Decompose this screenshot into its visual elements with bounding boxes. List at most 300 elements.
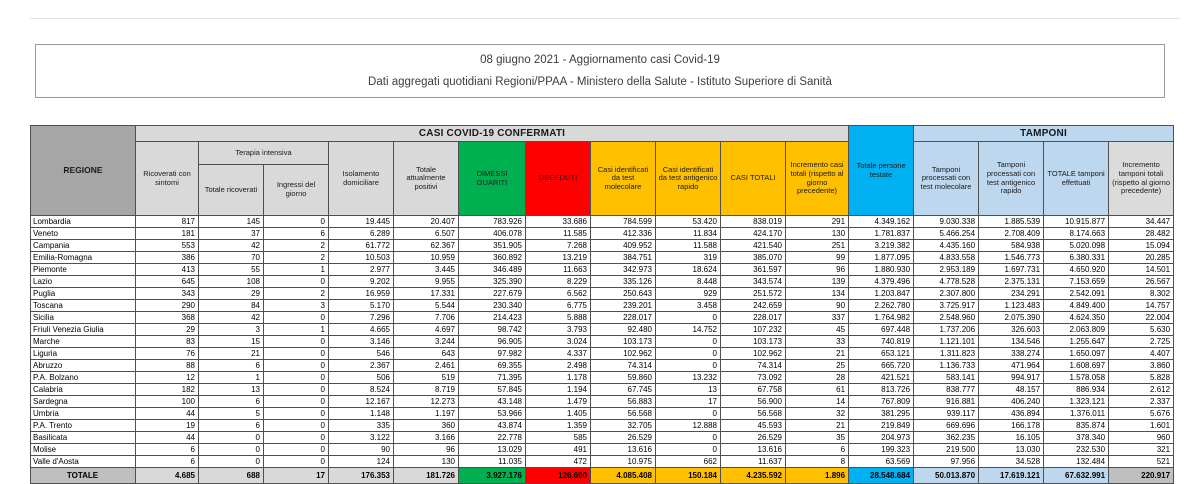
cell-incremento-casi: 134 xyxy=(786,288,849,300)
cell-isolamento-domiciliare: 7.296 xyxy=(329,312,394,324)
cell-deceduti: 3.024 xyxy=(526,336,591,348)
region-name-cell: Lazio xyxy=(31,276,136,288)
cell-ricoverati-sintomi: 386 xyxy=(136,252,199,264)
cell-tamponi-totale: 132.484 xyxy=(1044,456,1109,468)
region-name-cell: Liguria xyxy=(31,348,136,360)
cell-terapia-intensiva-ingressi: 1 xyxy=(264,264,329,276)
cell-deceduti: 1.359 xyxy=(526,420,591,432)
cell-tamponi-totale: 6.380.331 xyxy=(1044,252,1109,264)
cell-tamponi-totale: 1.323.121 xyxy=(1044,396,1109,408)
cell-deceduti: 11.585 xyxy=(526,228,591,240)
cell-casi-totali: 13.616 xyxy=(721,444,786,456)
cell-dimessi-guariti: 43.148 xyxy=(459,396,526,408)
table-row xyxy=(31,288,1174,300)
cell-deceduti: 585 xyxy=(526,432,591,444)
cell-terapia-intensiva-totale: 3 xyxy=(199,324,264,336)
cell-deceduti: 1.178 xyxy=(526,372,591,384)
table-row xyxy=(31,444,1174,456)
cell-terapia-intensiva-totale: 0 xyxy=(199,444,264,456)
cell-tamponi-antigenico: 48.157 xyxy=(979,384,1044,396)
cell-isolamento-domiciliare: 9.202 xyxy=(329,276,394,288)
cell-terapia-intensiva-totale: 37 xyxy=(199,228,264,240)
cell-deceduti: 1.479 xyxy=(526,396,591,408)
cell-ricoverati-sintomi: 817 xyxy=(136,216,199,228)
cell-persone-testate: 767.809 xyxy=(849,396,914,408)
cell-ricoverati-sintomi: 29 xyxy=(136,324,199,336)
cell-isolamento-domiciliare: 335 xyxy=(329,420,394,432)
cell-incremento-casi: 45 xyxy=(786,324,849,336)
cell-incremento-tamponi: 3.860 xyxy=(1109,360,1174,372)
total-cell-tamponi-molecolare: 50.013.870 xyxy=(914,468,979,484)
cell-tamponi-antigenico: 13.030 xyxy=(979,444,1044,456)
cell-casi-totali: 103.173 xyxy=(721,336,786,348)
column-header-tamponi-molecolare: Tamponi processati con test molecolare xyxy=(914,142,979,216)
cell-casi-test-molecolare: 102.962 xyxy=(591,348,656,360)
cell-casi-test-antigenico: 0 xyxy=(656,432,721,444)
cell-tamponi-molecolare: 669.696 xyxy=(914,420,979,432)
cell-tamponi-molecolare: 97.956 xyxy=(914,456,979,468)
cell-terapia-intensiva-totale: 15 xyxy=(199,336,264,348)
table-body xyxy=(31,216,1174,484)
cell-terapia-intensiva-ingressi: 0 xyxy=(264,432,329,444)
cell-tamponi-antigenico: 406.240 xyxy=(979,396,1044,408)
cell-ricoverati-sintomi: 76 xyxy=(136,348,199,360)
region-name-cell: Molise xyxy=(31,444,136,456)
cell-tamponi-antigenico: 166.178 xyxy=(979,420,1044,432)
cell-dimessi-guariti: 360.892 xyxy=(459,252,526,264)
cell-casi-test-molecolare: 228.017 xyxy=(591,312,656,324)
cell-casi-totali: 73.092 xyxy=(721,372,786,384)
cell-persone-testate: 199.323 xyxy=(849,444,914,456)
table-row xyxy=(31,348,1174,360)
cell-persone-testate: 4.349.162 xyxy=(849,216,914,228)
cell-incremento-casi: 90 xyxy=(786,300,849,312)
cell-dimessi-guariti: 11.035 xyxy=(459,456,526,468)
cell-attualmente-positivi: 7.706 xyxy=(394,312,459,324)
cell-tamponi-totale: 1.650.097 xyxy=(1044,348,1109,360)
cell-casi-totali: 56.568 xyxy=(721,408,786,420)
cell-attualmente-positivi: 3.244 xyxy=(394,336,459,348)
cell-persone-testate: 3.219.382 xyxy=(849,240,914,252)
cell-incremento-casi: 32 xyxy=(786,408,849,420)
cell-persone-testate: 813.726 xyxy=(849,384,914,396)
cell-casi-test-antigenico: 11.588 xyxy=(656,240,721,252)
cell-persone-testate: 2.262.780 xyxy=(849,300,914,312)
region-name-cell: P.A. Trento xyxy=(31,420,136,432)
table-row xyxy=(31,456,1174,468)
report-subtitle: Dati aggregati quotidiani Regioni/PPAA - Ministero della Salute - Istituto Superiore di Sanità xyxy=(368,75,832,88)
cell-incremento-tamponi: 4.407 xyxy=(1109,348,1174,360)
cell-tamponi-antigenico: 471.964 xyxy=(979,360,1044,372)
cell-casi-totali: 67.758 xyxy=(721,384,786,396)
cell-terapia-intensiva-ingressi: 0 xyxy=(264,456,329,468)
column-header-deceduti: DECEDUTI xyxy=(526,142,591,216)
cell-deceduti: 33.686 xyxy=(526,216,591,228)
cell-tamponi-molecolare: 2.953.189 xyxy=(914,264,979,276)
cell-ricoverati-sintomi: 181 xyxy=(136,228,199,240)
cell-dimessi-guariti: 97.982 xyxy=(459,348,526,360)
cell-terapia-intensiva-totale: 42 xyxy=(199,312,264,324)
group-header-casi-confermati: CASI COVID-19 CONFERMATI xyxy=(136,126,849,142)
cell-isolamento-domiciliare: 3.146 xyxy=(329,336,394,348)
table-row xyxy=(31,408,1174,420)
cell-dimessi-guariti: 57.845 xyxy=(459,384,526,396)
cell-casi-totali: 838.019 xyxy=(721,216,786,228)
cell-casi-totali: 361.597 xyxy=(721,264,786,276)
cell-casi-test-antigenico: 13 xyxy=(656,384,721,396)
cell-attualmente-positivi: 12.273 xyxy=(394,396,459,408)
cell-isolamento-domiciliare: 2.977 xyxy=(329,264,394,276)
cell-casi-test-antigenico: 0 xyxy=(656,444,721,456)
region-name-cell: Abruzzo xyxy=(31,360,136,372)
cell-casi-test-molecolare: 67.745 xyxy=(591,384,656,396)
cell-terapia-intensiva-totale: 5 xyxy=(199,408,264,420)
region-name-cell: Toscana xyxy=(31,300,136,312)
cell-persone-testate: 665.720 xyxy=(849,360,914,372)
cell-dimessi-guariti: 351.905 xyxy=(459,240,526,252)
cell-terapia-intensiva-totale: 21 xyxy=(199,348,264,360)
cell-tamponi-molecolare: 939.117 xyxy=(914,408,979,420)
cell-terapia-intensiva-ingressi: 1 xyxy=(264,324,329,336)
column-header-incremento-casi: Incremento casi totali (rispetto al giorno precedente) xyxy=(786,142,849,216)
cell-dimessi-guariti: 406.078 xyxy=(459,228,526,240)
cell-incremento-tamponi: 14.757 xyxy=(1109,300,1174,312)
cell-casi-test-molecolare: 409.952 xyxy=(591,240,656,252)
cell-isolamento-domiciliare: 6.289 xyxy=(329,228,394,240)
report-header-box xyxy=(35,44,1165,98)
cell-tamponi-totale: 232.530 xyxy=(1044,444,1109,456)
region-name-cell: Calabria xyxy=(31,384,136,396)
cell-casi-test-molecolare: 342.973 xyxy=(591,264,656,276)
total-cell-casi-test-antigenico: 150.184 xyxy=(656,468,721,484)
cell-casi-test-molecolare: 56.568 xyxy=(591,408,656,420)
cell-tamponi-molecolare: 219.500 xyxy=(914,444,979,456)
cell-isolamento-domiciliare: 4.665 xyxy=(329,324,394,336)
cell-terapia-intensiva-totale: 6 xyxy=(199,396,264,408)
cell-incremento-casi: 337 xyxy=(786,312,849,324)
cell-tamponi-molecolare: 2.548.960 xyxy=(914,312,979,324)
cell-dimessi-guariti: 230.340 xyxy=(459,300,526,312)
cell-tamponi-antigenico: 234.291 xyxy=(979,288,1044,300)
cell-casi-test-molecolare: 32.705 xyxy=(591,420,656,432)
cell-terapia-intensiva-totale: 55 xyxy=(199,264,264,276)
cell-tamponi-molecolare: 4.435.160 xyxy=(914,240,979,252)
table-row xyxy=(31,300,1174,312)
cell-incremento-casi: 96 xyxy=(786,264,849,276)
cell-attualmente-positivi: 2.461 xyxy=(394,360,459,372)
cell-incremento-casi: 61 xyxy=(786,384,849,396)
cell-ricoverati-sintomi: 553 xyxy=(136,240,199,252)
cell-attualmente-positivi: 6.507 xyxy=(394,228,459,240)
cell-terapia-intensiva-totale: 6 xyxy=(199,360,264,372)
cell-isolamento-domiciliare: 2.367 xyxy=(329,360,394,372)
cell-dimessi-guariti: 13.029 xyxy=(459,444,526,456)
cell-incremento-tamponi: 5.828 xyxy=(1109,372,1174,384)
cell-tamponi-totale: 1.255.647 xyxy=(1044,336,1109,348)
cell-incremento-casi: 6 xyxy=(786,444,849,456)
total-cell-casi-test-molecolare: 4.085.408 xyxy=(591,468,656,484)
cell-terapia-intensiva-totale: 0 xyxy=(199,432,264,444)
cell-tamponi-antigenico: 2.075.390 xyxy=(979,312,1044,324)
cell-incremento-tamponi: 15.094 xyxy=(1109,240,1174,252)
cell-tamponi-totale: 2.063.809 xyxy=(1044,324,1109,336)
column-header-tamponi-totale: TOTALE tamponi effettuati xyxy=(1044,142,1109,216)
cell-persone-testate: 219.849 xyxy=(849,420,914,432)
cell-casi-test-antigenico: 0 xyxy=(656,312,721,324)
total-cell-casi-totali: 4.235.592 xyxy=(721,468,786,484)
cell-terapia-intensiva-totale: 0 xyxy=(199,456,264,468)
cell-tamponi-molecolare: 1.121.101 xyxy=(914,336,979,348)
cell-casi-test-antigenico: 11.834 xyxy=(656,228,721,240)
cell-incremento-tamponi: 521 xyxy=(1109,456,1174,468)
region-name-cell: Friuli Venezia Giulia xyxy=(31,324,136,336)
cell-casi-test-molecolare: 412.336 xyxy=(591,228,656,240)
cell-deceduti: 1.194 xyxy=(526,384,591,396)
cell-terapia-intensiva-ingressi: 0 xyxy=(264,384,329,396)
table-row xyxy=(31,396,1174,408)
cell-terapia-intensiva-ingressi: 0 xyxy=(264,408,329,420)
cell-deceduti: 5.888 xyxy=(526,312,591,324)
table-row xyxy=(31,360,1174,372)
cell-incremento-tamponi: 22.004 xyxy=(1109,312,1174,324)
cell-casi-totali: 228.017 xyxy=(721,312,786,324)
cell-incremento-casi: 130 xyxy=(786,228,849,240)
cell-attualmente-positivi: 3.445 xyxy=(394,264,459,276)
cell-attualmente-positivi: 10.959 xyxy=(394,252,459,264)
cell-attualmente-positivi: 96 xyxy=(394,444,459,456)
total-cell-attualmente-positivi: 181.726 xyxy=(394,468,459,484)
cell-persone-testate: 653.121 xyxy=(849,348,914,360)
column-header-casi-test-antigenico: Casi identificati da test antigenico rapido xyxy=(656,142,721,216)
cell-terapia-intensiva-ingressi: 0 xyxy=(264,276,329,288)
cell-tamponi-antigenico: 1.885.539 xyxy=(979,216,1044,228)
cell-incremento-tamponi: 34.447 xyxy=(1109,216,1174,228)
table-row xyxy=(31,372,1174,384)
cell-incremento-casi: 28 xyxy=(786,372,849,384)
cell-persone-testate: 1.781.837 xyxy=(849,228,914,240)
cell-tamponi-antigenico: 1.546.773 xyxy=(979,252,1044,264)
cell-casi-test-molecolare: 74.314 xyxy=(591,360,656,372)
cell-attualmente-positivi: 130 xyxy=(394,456,459,468)
cell-casi-test-molecolare: 103.173 xyxy=(591,336,656,348)
cell-attualmente-positivi: 62.367 xyxy=(394,240,459,252)
cell-attualmente-positivi: 1.197 xyxy=(394,408,459,420)
cell-tamponi-molecolare: 4.833.558 xyxy=(914,252,979,264)
cell-incremento-tamponi: 1.601 xyxy=(1109,420,1174,432)
cell-deceduti: 6.562 xyxy=(526,288,591,300)
cell-dimessi-guariti: 22.778 xyxy=(459,432,526,444)
total-row-label: TOTALE xyxy=(31,468,136,484)
cell-deceduti: 3.793 xyxy=(526,324,591,336)
total-cell-deceduti: 126.690 xyxy=(526,468,591,484)
cell-incremento-tamponi: 5.630 xyxy=(1109,324,1174,336)
report-date-title: 08 giugno 2021 - Aggiornamento casi Covid-19 xyxy=(480,54,720,67)
cell-ricoverati-sintomi: 413 xyxy=(136,264,199,276)
cell-casi-totali: 56.900 xyxy=(721,396,786,408)
cell-dimessi-guariti: 325.390 xyxy=(459,276,526,288)
table-row xyxy=(31,420,1174,432)
cell-deceduti: 6.775 xyxy=(526,300,591,312)
cell-casi-test-antigenico: 0 xyxy=(656,336,721,348)
cell-incremento-casi: 99 xyxy=(786,252,849,264)
cell-incremento-casi: 139 xyxy=(786,276,849,288)
cell-ricoverati-sintomi: 88 xyxy=(136,360,199,372)
total-cell-tamponi-antigenico: 17.619.121 xyxy=(979,468,1044,484)
cell-deceduti: 1.405 xyxy=(526,408,591,420)
table-row xyxy=(31,336,1174,348)
cell-casi-test-molecolare: 335.126 xyxy=(591,276,656,288)
cell-dimessi-guariti: 69.355 xyxy=(459,360,526,372)
column-header-incremento-tamponi: Incremento tamponi totali (rispetto al giorno precedente) xyxy=(1109,142,1174,216)
region-name-cell: Basilicata xyxy=(31,432,136,444)
cell-persone-testate: 1.880.930 xyxy=(849,264,914,276)
cell-tamponi-totale: 4.650.920 xyxy=(1044,264,1109,276)
column-header-casi-totali: CASI TOTALI xyxy=(721,142,786,216)
cell-isolamento-domiciliare: 124 xyxy=(329,456,394,468)
cell-incremento-casi: 33 xyxy=(786,336,849,348)
region-name-cell: Umbria xyxy=(31,408,136,420)
cell-attualmente-positivi: 8.719 xyxy=(394,384,459,396)
total-cell-incremento-tamponi: 220.917 xyxy=(1109,468,1174,484)
cell-tamponi-antigenico: 1.123.483 xyxy=(979,300,1044,312)
cell-isolamento-domiciliare: 1.148 xyxy=(329,408,394,420)
cell-casi-totali: 343.574 xyxy=(721,276,786,288)
cell-isolamento-domiciliare: 19.445 xyxy=(329,216,394,228)
cell-tamponi-antigenico: 338.274 xyxy=(979,348,1044,360)
total-cell-terapia-intensiva-totale: 688 xyxy=(199,468,264,484)
cell-ricoverati-sintomi: 44 xyxy=(136,432,199,444)
cell-ricoverati-sintomi: 368 xyxy=(136,312,199,324)
cell-terapia-intensiva-totale: 70 xyxy=(199,252,264,264)
cell-tamponi-antigenico: 2.375.131 xyxy=(979,276,1044,288)
cell-attualmente-positivi: 5.544 xyxy=(394,300,459,312)
cell-isolamento-domiciliare: 8.524 xyxy=(329,384,394,396)
cell-isolamento-domiciliare: 5.170 xyxy=(329,300,394,312)
covid-data-table xyxy=(30,125,1174,484)
cell-terapia-intensiva-ingressi: 2 xyxy=(264,252,329,264)
cell-tamponi-molecolare: 838.777 xyxy=(914,384,979,396)
table-header xyxy=(31,126,1174,216)
cell-isolamento-domiciliare: 12.167 xyxy=(329,396,394,408)
region-name-cell: Puglia xyxy=(31,288,136,300)
cell-terapia-intensiva-totale: 1 xyxy=(199,372,264,384)
top-divider-line xyxy=(30,18,1180,19)
cell-tamponi-totale: 835.874 xyxy=(1044,420,1109,432)
cell-incremento-tamponi: 5.676 xyxy=(1109,408,1174,420)
cell-casi-test-antigenico: 17 xyxy=(656,396,721,408)
cell-casi-totali: 74.314 xyxy=(721,360,786,372)
cell-incremento-casi: 8 xyxy=(786,456,849,468)
region-name-cell: P.A. Bolzano xyxy=(31,372,136,384)
cell-casi-test-antigenico: 0 xyxy=(656,408,721,420)
cell-casi-totali: 26.529 xyxy=(721,432,786,444)
cell-tamponi-molecolare: 5.466.254 xyxy=(914,228,979,240)
cell-terapia-intensiva-ingressi: 0 xyxy=(264,216,329,228)
cell-casi-test-molecolare: 56.883 xyxy=(591,396,656,408)
cell-incremento-tamponi: 26.567 xyxy=(1109,276,1174,288)
region-name-cell: Veneto xyxy=(31,228,136,240)
cell-terapia-intensiva-totale: 145 xyxy=(199,216,264,228)
cell-attualmente-positivi: 20.407 xyxy=(394,216,459,228)
cell-casi-test-molecolare: 250.643 xyxy=(591,288,656,300)
cell-terapia-intensiva-ingressi: 0 xyxy=(264,444,329,456)
cell-isolamento-domiciliare: 90 xyxy=(329,444,394,456)
table-row xyxy=(31,216,1174,228)
column-header-regione: REGIONE xyxy=(31,126,136,216)
region-name-cell: Marche xyxy=(31,336,136,348)
cell-tamponi-molecolare: 4.778.528 xyxy=(914,276,979,288)
cell-casi-test-antigenico: 53.420 xyxy=(656,216,721,228)
cell-attualmente-positivi: 4.697 xyxy=(394,324,459,336)
cell-tamponi-antigenico: 436.894 xyxy=(979,408,1044,420)
cell-casi-totali: 251.572 xyxy=(721,288,786,300)
cell-dimessi-guariti: 71.395 xyxy=(459,372,526,384)
cell-ricoverati-sintomi: 100 xyxy=(136,396,199,408)
cell-incremento-casi: 21 xyxy=(786,348,849,360)
cell-casi-test-molecolare: 239.201 xyxy=(591,300,656,312)
cell-terapia-intensiva-totale: 42 xyxy=(199,240,264,252)
cell-deceduti: 13.219 xyxy=(526,252,591,264)
cell-incremento-tamponi: 960 xyxy=(1109,432,1174,444)
cell-ricoverati-sintomi: 12 xyxy=(136,372,199,384)
total-cell-incremento-casi: 1.896 xyxy=(786,468,849,484)
column-header-tamponi-antigenico: Tamponi processati con test antigenico rapido xyxy=(979,142,1044,216)
cell-tamponi-antigenico: 34.528 xyxy=(979,456,1044,468)
cell-tamponi-totale: 886.934 xyxy=(1044,384,1109,396)
cell-persone-testate: 63.569 xyxy=(849,456,914,468)
cell-terapia-intensiva-ingressi: 2 xyxy=(264,288,329,300)
cell-isolamento-domiciliare: 3.122 xyxy=(329,432,394,444)
cell-persone-testate: 204.973 xyxy=(849,432,914,444)
cell-casi-totali: 11.637 xyxy=(721,456,786,468)
cell-dimessi-guariti: 783.926 xyxy=(459,216,526,228)
cell-tamponi-antigenico: 1.697.731 xyxy=(979,264,1044,276)
cell-tamponi-molecolare: 2.307.800 xyxy=(914,288,979,300)
cell-deceduti: 7.268 xyxy=(526,240,591,252)
cell-casi-test-molecolare: 10.975 xyxy=(591,456,656,468)
cell-terapia-intensiva-totale: 84 xyxy=(199,300,264,312)
cell-casi-totali: 242.659 xyxy=(721,300,786,312)
cell-tamponi-totale: 4.849.400 xyxy=(1044,300,1109,312)
total-cell-persone-testate: 28.548.684 xyxy=(849,468,914,484)
cell-persone-testate: 1.203.847 xyxy=(849,288,914,300)
cell-ricoverati-sintomi: 182 xyxy=(136,384,199,396)
cell-tamponi-totale: 1.578.058 xyxy=(1044,372,1109,384)
cell-terapia-intensiva-ingressi: 0 xyxy=(264,420,329,432)
cell-tamponi-totale: 1.376.011 xyxy=(1044,408,1109,420)
cell-casi-totali: 107.232 xyxy=(721,324,786,336)
table-row xyxy=(31,384,1174,396)
cell-casi-test-antigenico: 18.624 xyxy=(656,264,721,276)
cell-casi-test-molecolare: 384.751 xyxy=(591,252,656,264)
cell-dimessi-guariti: 214.423 xyxy=(459,312,526,324)
cell-dimessi-guariti: 98.742 xyxy=(459,324,526,336)
cell-casi-test-antigenico: 0 xyxy=(656,348,721,360)
cell-casi-test-antigenico: 662 xyxy=(656,456,721,468)
cell-persone-testate: 697.448 xyxy=(849,324,914,336)
cell-terapia-intensiva-ingressi: 0 xyxy=(264,360,329,372)
column-header-ti-ingressi-giorno: Ingressi del giorno xyxy=(264,165,329,216)
cell-casi-test-antigenico: 929 xyxy=(656,288,721,300)
cell-tamponi-totale: 10.915.877 xyxy=(1044,216,1109,228)
column-header-ricoverati-sintomi: Ricoverati con sintomi xyxy=(136,142,199,216)
cell-deceduti: 472 xyxy=(526,456,591,468)
table-row xyxy=(31,432,1174,444)
cell-tamponi-totale: 1.608.697 xyxy=(1044,360,1109,372)
cell-ricoverati-sintomi: 290 xyxy=(136,300,199,312)
cell-isolamento-domiciliare: 10.503 xyxy=(329,252,394,264)
cell-tamponi-totale: 8.174.663 xyxy=(1044,228,1109,240)
